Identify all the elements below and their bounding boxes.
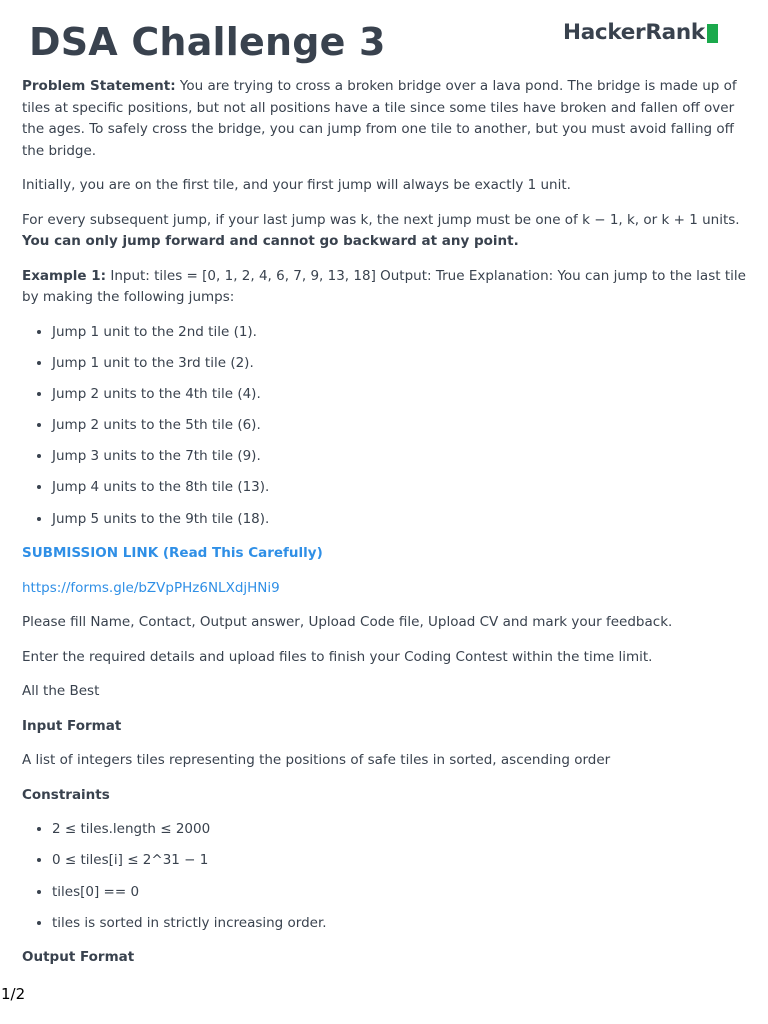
logo-mark-icon <box>707 24 718 43</box>
jump-list <box>22 322 748 531</box>
jump-rule <box>22 210 748 253</box>
problem-content <box>22 76 748 982</box>
hackerrank-logo <box>563 19 718 47</box>
submission-details: Enter the required details and upload files to finish your Coding Contest within the time limit. <box>22 648 653 665</box>
input-format-heading: Input Format <box>22 717 122 734</box>
submission-instructions: Please fill Name, Contact, Output answer, Upload Code file, Upload CV and mark your feedback. <box>22 614 673 631</box>
list-item: • tiles[0] == 0 <box>52 882 748 904</box>
example-text: Input: tiles = [0, 1, 2, 4, 6, 7, 9, 13, 18] Output: True Explanation: You can jump to the last tile by making the following jumps: <box>22 267 746 305</box>
list-item: • tiles is sorted in strictly increasing order. <box>52 913 748 935</box>
problem-statement-label: Problem Statement: <box>22 78 176 94</box>
input-format-text: A list of integers tiles representing the positions of safe tiles in sorted, ascending order <box>22 752 611 769</box>
constraints-heading: Constraints <box>22 786 110 803</box>
problem-statement <box>22 76 748 162</box>
page-number: 1/2 <box>1 985 26 1003</box>
list-item: • Jump 4 units to the 8th tile (13). <box>52 477 748 499</box>
problem-statement-text: You are trying to cross a broken bridge over a lava pond. The bridge is made up of tiles at specific positions, but not all positions have a tile since some tiles have broken and fallen off over the ages. To safely cross the bridge, you can jump from one tile to another, but you must avoid falling off the bridge. <box>22 78 737 159</box>
submission-heading <box>22 543 748 565</box>
example-label: Example 1: <box>22 267 107 284</box>
list-item: • 0 ≤ tiles[i] ≤ 2^31 − 1 <box>52 850 748 872</box>
list-item: • Jump 3 units to the 7th tile (9). <box>52 446 748 468</box>
page-title: DSA Challenge 3 <box>29 20 386 64</box>
list-item: • Jump 2 units to the 4th tile (4). <box>52 384 748 406</box>
list-item: • 2 ≤ tiles.length ≤ 2000 <box>52 819 748 841</box>
logo-text: HackerRank <box>563 20 705 45</box>
submission-heading-link[interactable]: SUBMISSION LINK (Read This Carefully) <box>22 545 323 562</box>
jump-rule-bold: You can only jump forward and cannot go backward at any point. <box>22 233 519 249</box>
closing-text: All the Best <box>22 683 100 700</box>
submission-url-link[interactable]: https://forms.gle/bZVpPHz6NLXdjHNi9 <box>22 579 280 596</box>
submission-url-paragraph <box>22 578 748 600</box>
list-item: • Jump 1 unit to the 2nd tile (1). <box>52 322 748 344</box>
example-1 <box>22 266 748 309</box>
jump-rule-text: For every subsequent jump, if your last jump was k, the next jump must be one of k − 1, k, or k + 1 units. <box>22 211 740 228</box>
initial-condition: Initially, you are on the first tile, and your first jump will always be exactly 1 unit. <box>22 177 571 193</box>
list-item: • Jump 2 units to the 5th tile (6). <box>52 415 748 437</box>
list-item: • Jump 1 unit to the 3rd tile (2). <box>52 353 748 375</box>
output-format-heading: Output Format <box>22 949 135 966</box>
constraints-list <box>22 819 748 934</box>
list-item: • Jump 5 units to the 9th tile (18). <box>52 509 748 531</box>
